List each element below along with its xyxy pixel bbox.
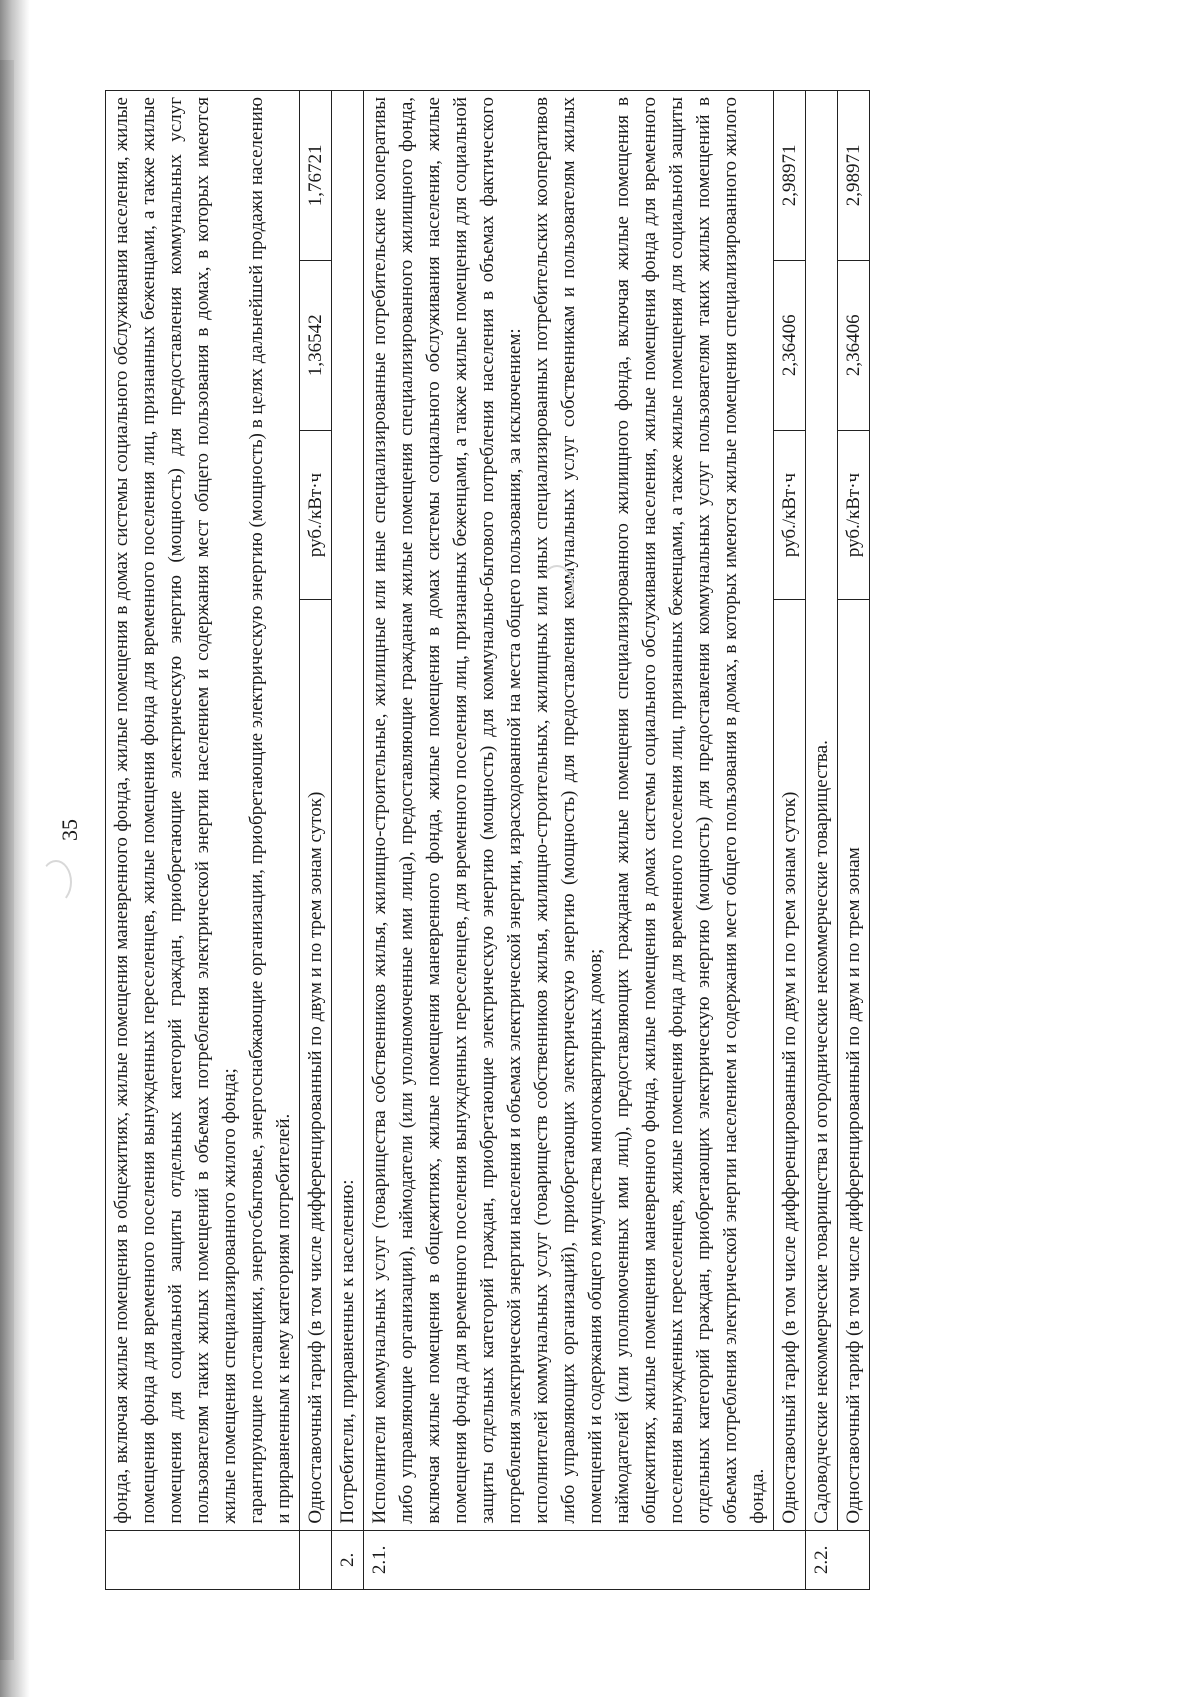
row-number: 2. (332, 1530, 364, 1589)
tariff-unit: руб./кВт·ч (838, 430, 870, 600)
table-row (332, 91, 364, 1590)
tariff-value-1: 2,36406 (838, 260, 870, 430)
scan-mark (40, 860, 72, 904)
row-number (106, 1530, 300, 1589)
description-part-a: Исполнители коммунальных услуг (товарищества собственников жилья, жилищно-строительные, жилищные или иные специализированные потребительские кооперативы либо управляющие организации), наймодатели (или уполномоченные ими лица), предоставляющие гражданам жилые помещения специализированного жилищного фонда, включая жилые помещения в общежитиях, жилые помещения маневренного фонда, жилые помещения в домах системы социального обслуживания населения, жилые помещения фонда для временного поселения вынужденных переселенцев, для временного поселения лиц, признанных беженцами, а также жилые помещения для социальной защиты отдельных категорий граждан, приобретающие электрическую энергию (мощность) для коммунально-бытового потребления населения в объемах фактического потребления электрической энергии населения и объемах электрической энергии, израсходованной на места общего пользования, за исключением: (369, 97, 525, 1524)
table-row (806, 91, 838, 1590)
description-part-b: исполнителей коммунальных услуг (товариществ собственников жилья, жилищно-строительных, жилищных или иных специализированных потребительских кооперативов либо управляющих организаций), приобретающих электрическую энергию (мощность) для предоставления коммунальных услуг собственникам и пользователям жилых помещений и содержания общего имущества многоквартирных домов; (531, 97, 606, 1524)
tariff-table (105, 90, 870, 1590)
tariff-value-2: 2,98971 (774, 91, 806, 261)
intro-cell (106, 91, 300, 1531)
row-number: 2.1. (364, 1530, 806, 1589)
section-title: Садоводческие некоммерческие товарищества и огороднические некоммерческие товарищества. (806, 91, 838, 1531)
scan-shadow-dark (0, 60, 14, 1660)
tariff-value-2: 1,76721 (300, 91, 332, 261)
table-row (774, 91, 806, 1590)
description-part-c: наймодателей (или уполномоченных ими лиц), предоставляющих гражданам жилые помещения специализированного жилищного фонда, включая жилые помещения в общежитиях, жилые помещения маневренного фонда, жилые помещения в домах системы социального обслуживания населения, жилые помещения фонда для временного поселения вынужденных переселенцев, жилые помещения фонда для временного поселения лиц, признанных беженцами, а также жилые помещения для социальной защиты отдельных категорий граждан, приобретающих электрическую энергию (мощность) для предоставления коммунальных услуг пользователям таких жилых помещений в объемах потребления электрической энергии населением и содержания мест общего пользования в домах, в которых имеются жилые помещения специализированного жилого фонда. (612, 97, 768, 1524)
page-number: 35 (57, 819, 82, 841)
section-title: Потребители, приравненные к населению: (332, 91, 364, 1531)
rotated-page (57, 70, 1025, 1590)
table-row (106, 91, 300, 1590)
table-row (300, 91, 332, 1590)
tariff-name: Одноставочный тариф (в том числе дифференцированный по двум и по трем зонам суток) (774, 600, 806, 1530)
scan-mark (540, 565, 574, 609)
row-number: 2.2. (806, 1530, 870, 1589)
intro-text: фонда, включая жилые помещения в общежитиях, жилые помещения маневренного фонда, жилые помещения в домах системы социального обслуживания населения, жилые помещения фонда для временного поселения вынужденных переселенцев, жилые помещения фонда для временного поселения лиц, признанных беженцами, а также жилые помещения для социальной защиты отдельных категорий граждан, приобретающие электрическую энергию (мощность) для предоставления коммунальных услуг пользователям таких жилых помещений в объемах потребления электрической энергии населением и содержания мест общего пользования в домах, в которых имеются жилые помещения специализированного жилого фонда; (111, 97, 240, 1524)
tariff-unit: руб./кВт·ч (300, 430, 332, 600)
tariff-name: Одноставочный тариф (в том числе дифференцированный по двум и по трем зонам суток) (300, 600, 332, 1530)
row-number (300, 1530, 332, 1589)
section-description (364, 91, 774, 1531)
tariff-value-1: 1,36542 (300, 260, 332, 430)
intro-text-2: гарантирующие поставщики, энергосбытовые, энергоснабжающие организации, приобретающие электрическую энергию (мощность) в целях дальнейшей продажи населению и приравненным к нему категориям потребителей. (246, 97, 294, 1524)
tariff-value-2: 2,98971 (838, 91, 870, 261)
tariff-name: Одноставочный тариф (в том числе дифференцированный по двум и по трем зонам (838, 600, 870, 1530)
tariff-unit: руб./кВт·ч (774, 430, 806, 600)
tariff-value-1: 2,36406 (774, 260, 806, 430)
table-row (838, 91, 870, 1590)
table-row (364, 91, 774, 1590)
